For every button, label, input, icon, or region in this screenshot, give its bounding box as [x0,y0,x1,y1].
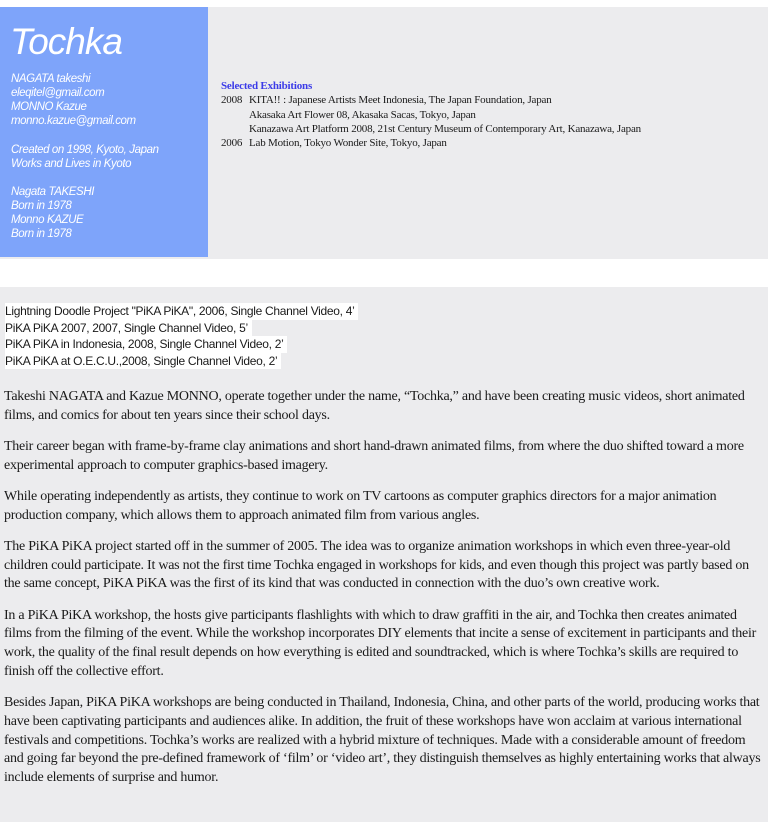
exhibition-year [221,108,249,122]
exhibition-row [221,136,641,150]
exhibition-row [221,108,641,122]
exhibition-text: Akasaka Art Flower 08, Akasaka Sacas, Tokyo, Japan [249,108,476,121]
origin-block [11,143,159,171]
exhibitions-section [221,79,641,150]
bio-paragraph: Their career began with frame-by-frame clay animations and short hand-drawn animated films, from where the duo shifted toward a more experimental approach to computer graphics-based imagery. [4,439,744,473]
member-line: Born in 1978 [11,228,72,240]
work-item[interactable]: Lightning Doodle Project "PiKA PiKA", 2006, Single Channel Video, 4’ [5,303,358,320]
bio-paragraph: Takeshi NAGATA and Kazue MONNO, operate together under the name, “Tochka,” and have been creating music videos, short animated films, and comics for about ten years since their school days. [4,389,745,423]
exhibition-text: Lab Motion, Tokyo Wonder Site, Tokyo, Japan [249,137,447,150]
bio-paragraph: Besides Japan, PiKA PiKA workshops are being conducted in Thailand, Indonesia, China, and other parts of the world, producing works that have been captivating participants and audiences alike. In addition, the fruit of these workshops have won acclaim at various international festivals and competitions. Tochka’s works are realized with a hybrid mixture of techniques. Made with a considerable amount of freedom and going far beyond the pre-defined framework of ‘film’ or ‘video art’, they distinguish themselves as highly entertaining works that always include elements of surprise and humor. [4,695,761,785]
exhibition-row [221,93,641,107]
exhibition-text: KITA!! : Japanese Artists Meet Indonesia, The Japan Foundation, Japan [249,94,552,107]
works-list [5,303,358,369]
work-item[interactable]: PiKA PiKA 2007, 2007, Single Channel Video, 5’ [5,320,252,337]
origin-line: Created on 1998, Kyoto, Japan [11,144,159,156]
email-link[interactable]: monno.kazue@gmail.com [11,115,136,127]
exhibition-row [221,122,641,136]
exhibition-year [221,122,249,136]
member-name: NAGATA takeshi [11,73,91,85]
exhibition-text: Kanazawa Art Platform 2008, 21st Century Museum of Contemporary Art, Kanazawa, Japan [249,122,641,135]
profile-panel [0,7,208,257]
origin-line: Works and Lives in Kyoto [11,158,132,170]
exhibitions-heading: Selected Exhibitions [221,80,313,92]
site-title: Tochka [10,21,122,62]
member-line: Monno KAZUE [11,214,84,226]
exhibition-year: 2006 [221,137,243,150]
biography [4,388,766,800]
member-name: MONNO Kazue [11,101,87,113]
work-item[interactable]: PiKA PiKA at O.E.C.U.,2008, Single Channel Video, 2’ [5,353,281,370]
member-line: Nagata TAKESHI [11,186,95,198]
bio-paragraph: The PiKA PiKA project started off in the summer of 2005. The idea was to organize animation workshops in which even three-year-old children could participate. It was not the first time Tochka engaged in workshops for kids, and even though this project was partly based on the same concept, PiKA PiKA was the first of its kind that was conducted in connection with the duo’s own creative work. [4,539,749,592]
members-block [11,185,94,241]
bio-paragraph: While operating independently as artists, they continue to work on TV cartoons as computer graphics directors for a major animation production company, which allows them to approach animated film from various angles. [4,489,717,523]
work-item[interactable]: PiKA PiKA in Indonesia, 2008, Single Channel Video, 2’ [5,336,287,353]
bio-paragraph: In a PiKA PiKA workshop, the hosts give participants flashlights with which to draw graffiti in the air, and Tochka then creates animated films from the filming of the event. While the workshop incorporates DIY elements that incite a sense of excitement in participants and their work, the quality of the final result depends on how everything is edited and soundtracked, which is where Tochka’s skills are required to finish off the collective effort. [4,607,757,679]
exhibition-year: 2008 [221,94,243,107]
member-line: Born in 1978 [11,200,72,212]
email-link[interactable]: eleqitel@gmail.com [11,87,105,99]
contact-block [11,72,136,128]
